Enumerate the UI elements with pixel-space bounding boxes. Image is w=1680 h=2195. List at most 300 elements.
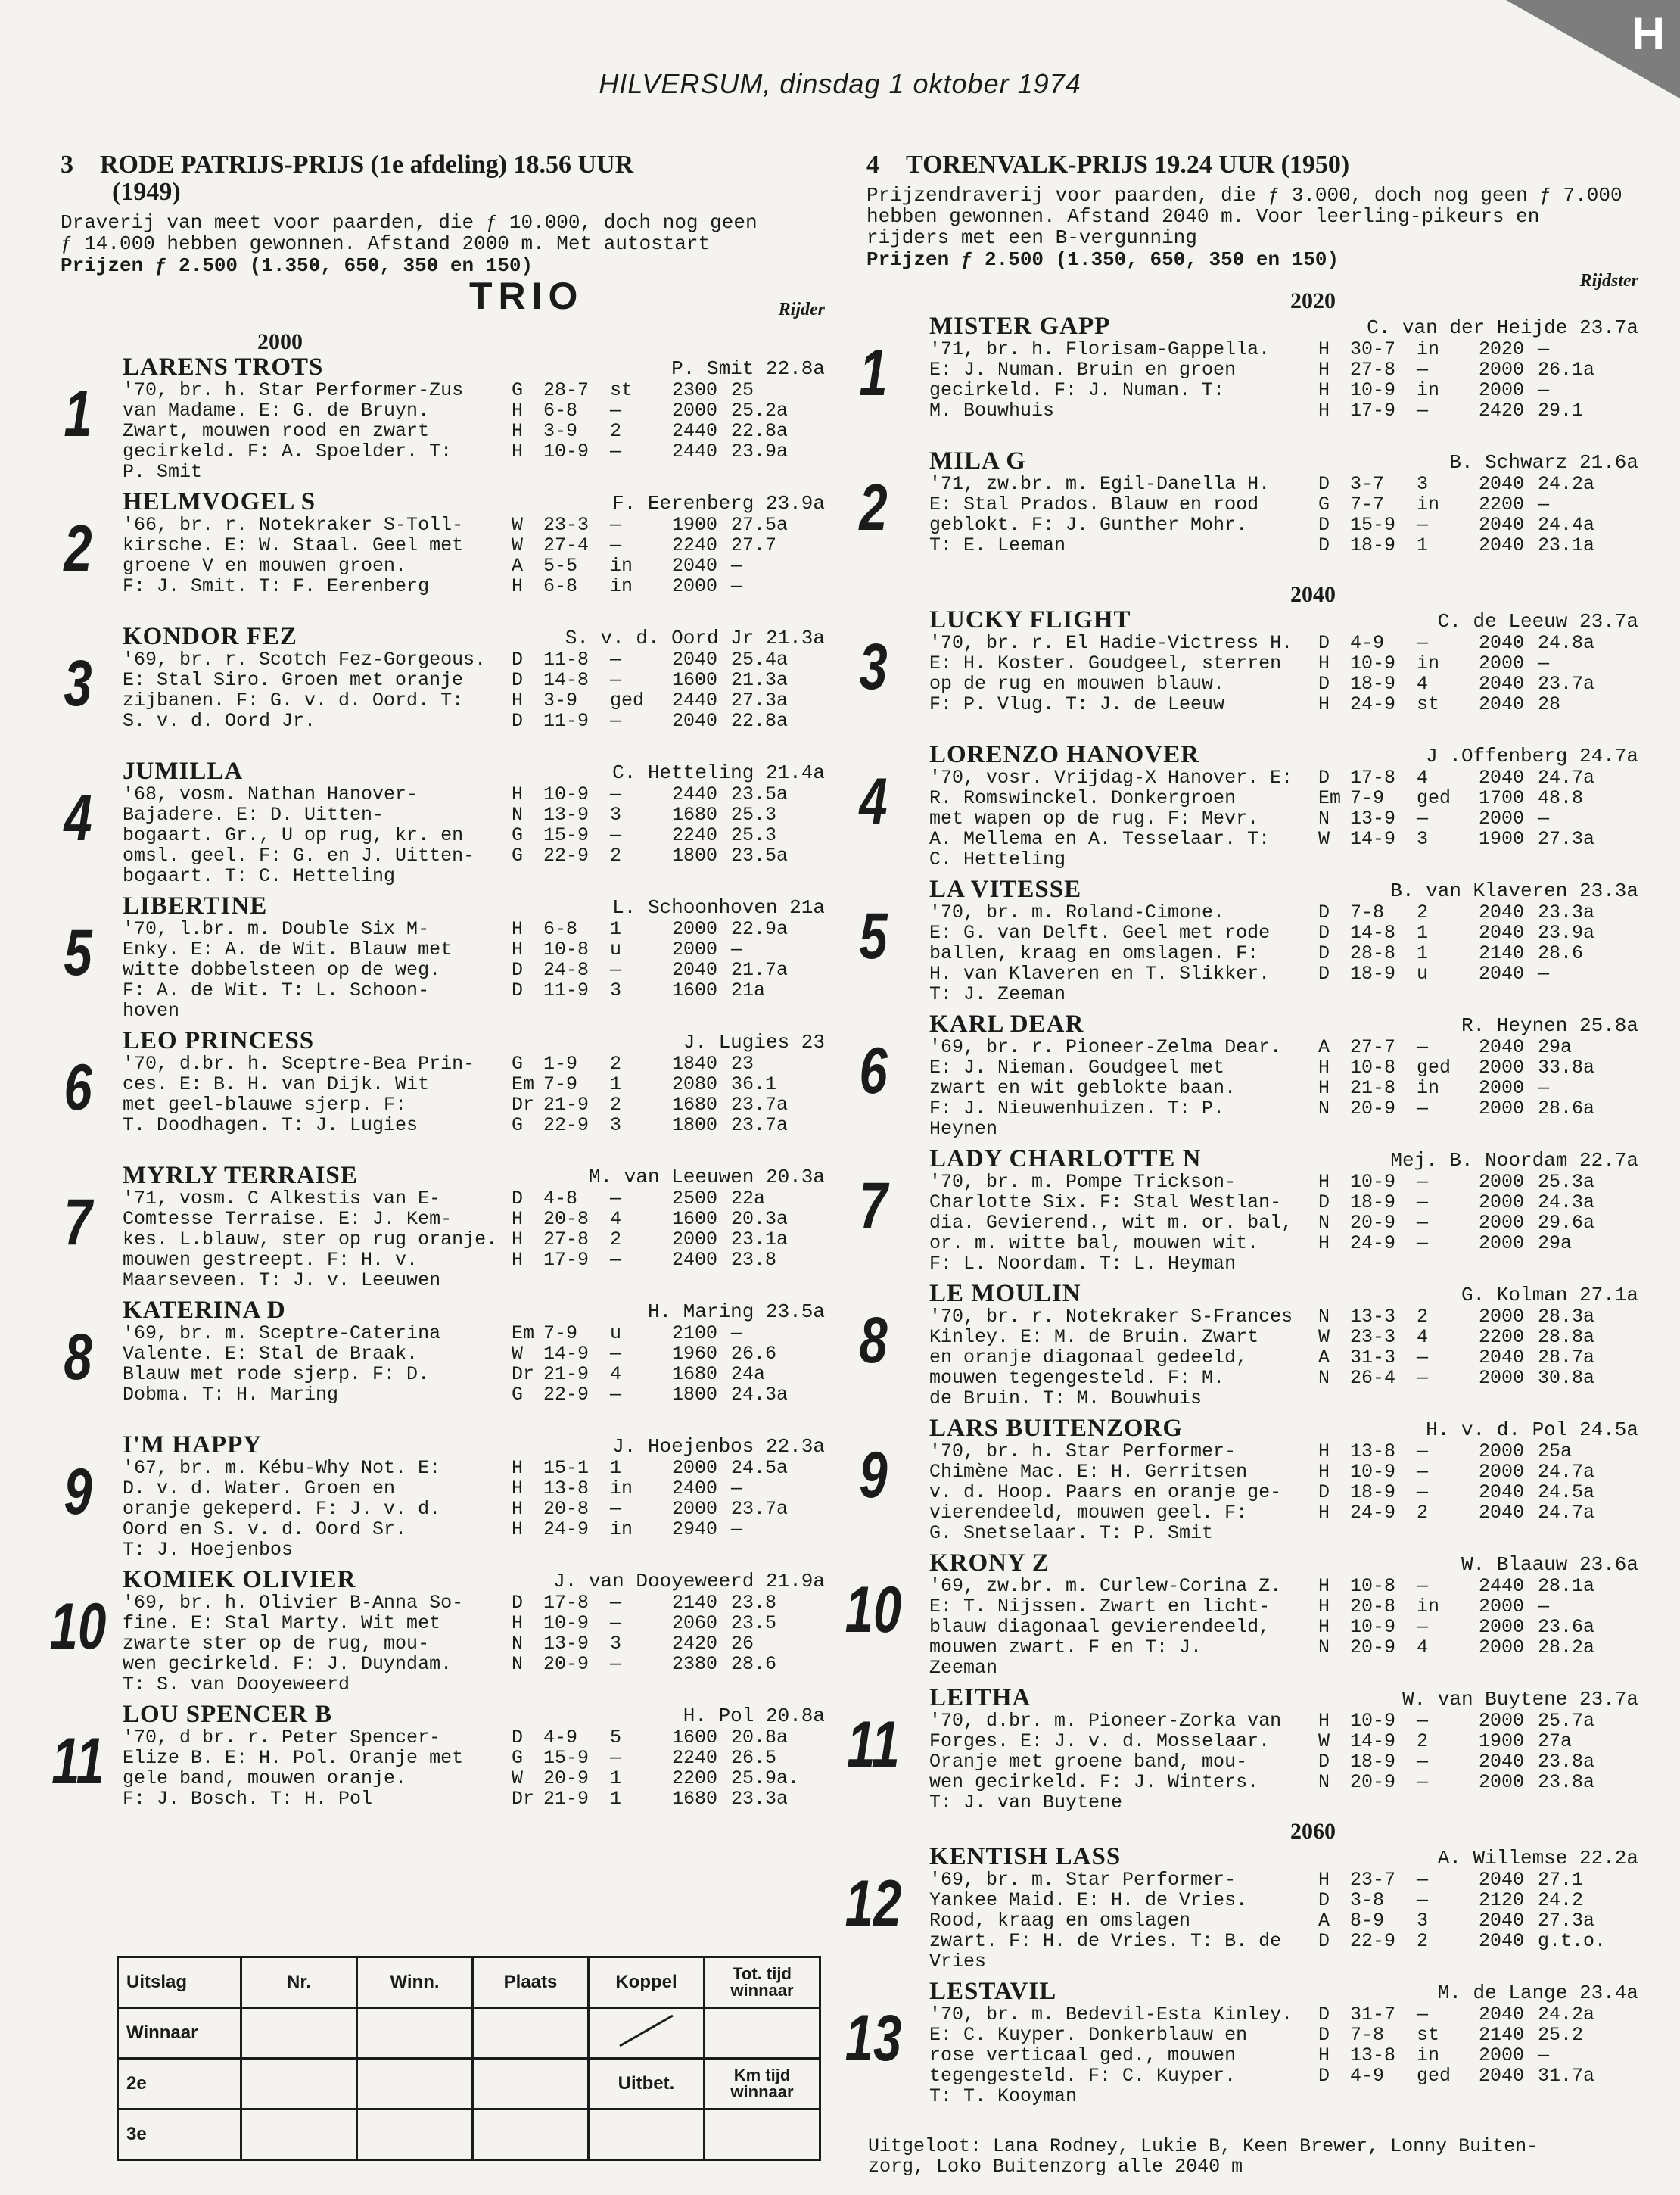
description-line: or. m. witte bal, mouwen wit. bbox=[929, 1233, 1259, 1253]
start-number: 13 bbox=[845, 2002, 902, 2075]
run-cell: 24-9 bbox=[1350, 693, 1396, 715]
run-cell: 20.8a bbox=[731, 1726, 789, 1748]
run-row bbox=[1318, 653, 1638, 674]
run-cell: 31-7 bbox=[1350, 2004, 1396, 2025]
driver-record: Mej. B. Noordam 22.7a bbox=[1390, 1149, 1638, 1172]
run-cell: 27a bbox=[1538, 1730, 1573, 1752]
description-line: gele band, mouwen oranje. bbox=[123, 1768, 407, 1789]
run-row bbox=[1318, 494, 1638, 515]
run-cell: 27.7 bbox=[731, 534, 777, 556]
run-cell: in bbox=[1417, 379, 1440, 401]
horse-entry bbox=[859, 741, 1638, 876]
run-cell: 2040 bbox=[672, 555, 718, 577]
run-cell: 33.8a bbox=[1538, 1057, 1595, 1079]
run-cell: 15-9 bbox=[543, 1747, 590, 1769]
run-cell: 2000 bbox=[672, 1228, 718, 1250]
description-line: T: E. Leeman bbox=[929, 535, 1066, 556]
description-line: met geel-blauwe sjerp. F: bbox=[123, 1094, 407, 1115]
run-row bbox=[1318, 2066, 1638, 2086]
run-cell: 1600 bbox=[672, 1726, 718, 1748]
horse-name: LARS BUITENZORG bbox=[929, 1415, 1183, 1442]
run-cell: — bbox=[1417, 808, 1429, 830]
run-cell: — bbox=[610, 441, 622, 462]
diagonal-strike-icon bbox=[608, 2012, 684, 2050]
run-cell: G bbox=[512, 379, 524, 401]
description-line: E: Stal Siro. Groen met oranje bbox=[123, 670, 464, 690]
run-cell: 20-9 bbox=[1350, 1098, 1396, 1119]
description-line: ballen, kraag en omslagen. F: bbox=[929, 943, 1259, 964]
results-cell[interactable] bbox=[705, 2109, 820, 2160]
results-cell[interactable] bbox=[357, 2008, 473, 2059]
description-line: oranje gekeperd. F: J. v. d. bbox=[123, 1499, 441, 1519]
description-line: witte dobbelsteen op de weg. bbox=[123, 960, 441, 980]
run-cell: A bbox=[1318, 1347, 1330, 1368]
horse-entry bbox=[61, 1297, 825, 1432]
trio-label: TRIO bbox=[469, 275, 584, 317]
run-cell: 5 bbox=[610, 1726, 622, 1748]
results-header-cell: Plaats bbox=[473, 1957, 589, 2008]
run-cell: 25.2 bbox=[1538, 2024, 1584, 2046]
run-cell: 21.7a bbox=[731, 959, 789, 981]
horse-entry bbox=[859, 1280, 1638, 1415]
run-cell: D bbox=[512, 979, 524, 1001]
recent-runs bbox=[1318, 902, 1638, 1004]
driver-record: J .Offenberg 24.7a bbox=[1426, 745, 1638, 767]
run-cell: 2000 bbox=[1479, 359, 1525, 381]
driver-record: H. v. d. Pol 24.5a bbox=[1426, 1418, 1638, 1441]
run-cell: 14-9 bbox=[1350, 828, 1396, 850]
description-line: T: J. Zeeman bbox=[929, 984, 1066, 1004]
run-row bbox=[1318, 1462, 1638, 1482]
recent-runs bbox=[1318, 1037, 1638, 1139]
run-cell: D bbox=[1318, 2024, 1330, 2046]
description-line: Vries bbox=[929, 1951, 987, 1972]
description-line: van Madame. E: G. de Bruyn. bbox=[123, 400, 430, 421]
run-cell: 13-8 bbox=[543, 1477, 590, 1499]
description-line: '70, d.br. m. Pioneer-Zorka van bbox=[929, 1711, 1282, 1731]
rider-label: Rijder bbox=[778, 300, 825, 319]
run-cell: 2420 bbox=[1479, 400, 1525, 422]
run-cell: 26.6 bbox=[731, 1343, 777, 1365]
run-cell: in bbox=[610, 1518, 633, 1540]
run-cell: H bbox=[512, 918, 524, 940]
run-cell: 29.6a bbox=[1538, 1212, 1595, 1234]
run-cell: 23.5a bbox=[731, 783, 789, 805]
horse-entry bbox=[845, 1843, 1638, 1979]
run-cell: — bbox=[1417, 632, 1429, 654]
run-cell: A bbox=[512, 555, 524, 577]
description-line: T: J. van Buytene bbox=[929, 1792, 1123, 1813]
run-cell: G bbox=[512, 845, 524, 867]
run-cell: 23.8a bbox=[1538, 1771, 1595, 1793]
run-cell: 20-8 bbox=[543, 1498, 590, 1520]
results-cell[interactable] bbox=[473, 2008, 589, 2059]
run-cell: D bbox=[1318, 2004, 1330, 2025]
run-cell: 27.5a bbox=[731, 514, 789, 536]
driver-record: H. Pol 20.8a bbox=[683, 1705, 825, 1727]
run-cell: — bbox=[610, 1384, 622, 1406]
run-cell: G bbox=[512, 1053, 524, 1075]
run-cell: 6-8 bbox=[543, 575, 578, 597]
results-header-cell: Nr. bbox=[241, 1957, 357, 2008]
run-cell: 2000 bbox=[1479, 2044, 1525, 2066]
run-cell: 3-9 bbox=[543, 420, 578, 442]
run-cell: 2000 bbox=[672, 939, 718, 961]
run-cell: 1900 bbox=[1479, 1730, 1525, 1752]
run-cell: — bbox=[610, 1498, 622, 1520]
run-cell: 24-9 bbox=[543, 1518, 590, 1540]
description-line: vierendeeld, mouwen geel. F: bbox=[929, 1502, 1248, 1523]
run-cell: — bbox=[610, 824, 622, 846]
run-cell: 22-9 bbox=[543, 845, 590, 867]
run-cell: 1800 bbox=[672, 1384, 718, 1406]
horse-description bbox=[929, 633, 1308, 715]
run-cell: H bbox=[512, 1228, 524, 1250]
run-cell: 2040 bbox=[1479, 1481, 1525, 1503]
results-cell[interactable] bbox=[241, 2008, 357, 2059]
description-line: Enky. E: A. de Wit. Blauw met bbox=[123, 939, 453, 960]
race-4-entries bbox=[845, 288, 1638, 2113]
run-cell: 2000 bbox=[1479, 1077, 1525, 1099]
results-uitbet-label: Uitbet. bbox=[589, 2059, 705, 2109]
run-row bbox=[1318, 1233, 1638, 1253]
run-cell: 2040 bbox=[1479, 473, 1525, 495]
horse-description bbox=[929, 767, 1308, 870]
run-cell: 7-8 bbox=[1350, 901, 1385, 923]
run-row bbox=[512, 1229, 825, 1250]
start-number: 3 bbox=[64, 647, 92, 720]
description-line: '66, br. r. Notekraker S-Toll- bbox=[123, 515, 464, 535]
horse-description bbox=[929, 1441, 1308, 1543]
run-cell: 7-9 bbox=[543, 1322, 578, 1344]
run-cell: W bbox=[512, 534, 524, 556]
run-cell: 22-9 bbox=[1350, 1930, 1396, 1952]
recent-runs bbox=[512, 515, 825, 596]
description-line: fine. E: Stal Marty. Wit met bbox=[123, 1613, 441, 1633]
run-cell: 13-3 bbox=[1350, 1306, 1396, 1328]
recent-runs bbox=[1318, 1870, 1638, 1972]
run-cell: — bbox=[610, 1249, 622, 1271]
description-line: gecirkeld. F: A. Spoelder. T: bbox=[123, 441, 453, 462]
run-cell: 23.5 bbox=[731, 1612, 777, 1634]
run-cell: 10-8 bbox=[1350, 1057, 1396, 1079]
description-line: zwart en wit geblokte baan. bbox=[929, 1078, 1237, 1098]
horse-entry bbox=[61, 354, 825, 489]
horse-name: LUCKY FLIGHT bbox=[929, 606, 1131, 634]
start-number: 6 bbox=[859, 1035, 888, 1107]
run-cell: 23.8a bbox=[1538, 1751, 1595, 1773]
run-cell: 1800 bbox=[672, 845, 718, 867]
results-cell[interactable] bbox=[241, 2109, 357, 2160]
description-line: G. Snetselaar. T: P. Smit bbox=[929, 1523, 1214, 1543]
horse-description bbox=[929, 474, 1308, 556]
run-cell: 11-9 bbox=[543, 710, 590, 732]
run-cell: — bbox=[731, 1518, 743, 1540]
description-line: A. Mellema en A. Tesselaar. T: bbox=[929, 829, 1271, 849]
description-line: mouwen zwart. F en T: J. bbox=[929, 1637, 1202, 1658]
run-row bbox=[1318, 2025, 1638, 2045]
horse-name: KOMIEK OLIVIER bbox=[123, 1566, 356, 1593]
run-cell: H bbox=[512, 441, 524, 462]
run-cell: 7-8 bbox=[1350, 2024, 1385, 2046]
run-cell: 1600 bbox=[672, 669, 718, 691]
results-cell[interactable] bbox=[241, 2059, 357, 2109]
run-cell: H bbox=[512, 1518, 524, 1540]
driver-record: J. Hoejenbos 22.3a bbox=[612, 1435, 825, 1458]
run-cell: 13-9 bbox=[1350, 808, 1396, 830]
run-cell: 2000 bbox=[1479, 1057, 1525, 1079]
run-cell: — bbox=[1417, 400, 1429, 422]
run-cell: Em bbox=[512, 1322, 535, 1344]
run-cell: 2040 bbox=[1479, 1502, 1525, 1524]
run-cell: 31-3 bbox=[1350, 1347, 1396, 1368]
run-cell: 27-8 bbox=[1350, 359, 1396, 381]
run-cell: 6-8 bbox=[543, 400, 578, 422]
run-row bbox=[1318, 674, 1638, 694]
results-cell[interactable] bbox=[473, 2109, 589, 2160]
description-line: Elize B. E: H. Pol. Oranje met bbox=[123, 1748, 464, 1768]
run-cell: 2200 bbox=[1479, 1326, 1525, 1348]
run-cell: 24.2a bbox=[1538, 473, 1595, 495]
run-cell: 21a bbox=[731, 979, 766, 1001]
run-cell: — bbox=[1417, 1461, 1429, 1483]
run-cell: 4-9 bbox=[543, 1726, 578, 1748]
run-row bbox=[1318, 2045, 1638, 2066]
horse-entry bbox=[845, 1549, 1638, 1685]
run-cell: 3-8 bbox=[1350, 1889, 1385, 1911]
run-cell: H bbox=[512, 1208, 524, 1230]
run-cell: 2040 bbox=[1479, 1910, 1525, 1932]
run-cell: 23-7 bbox=[1350, 1869, 1396, 1891]
description-line: rose verticaal ged., mouwen bbox=[929, 2045, 1237, 2066]
run-cell: 14-9 bbox=[1350, 1730, 1396, 1752]
run-cell: — bbox=[1417, 1171, 1429, 1193]
run-cell: — bbox=[1417, 1889, 1429, 1911]
run-cell: 28.6 bbox=[1538, 942, 1584, 964]
results-cell[interactable] bbox=[473, 2059, 589, 2109]
run-row bbox=[512, 1633, 825, 1654]
run-cell: 17-9 bbox=[1350, 400, 1396, 422]
run-cell: 6-8 bbox=[543, 918, 578, 940]
run-cell: 25.9a. bbox=[731, 1767, 800, 1789]
run-row bbox=[1318, 923, 1638, 943]
run-cell: 2300 bbox=[672, 379, 718, 401]
driver-record: M. de Lange 23.4a bbox=[1437, 1982, 1638, 2004]
run-cell: ged bbox=[1417, 787, 1451, 809]
horse-description bbox=[929, 1172, 1308, 1274]
description-line: kes. L.blauw, ster op rug oranje. bbox=[123, 1229, 498, 1250]
description-line: '69, br. r. Pioneer-Zelma Dear. bbox=[929, 1037, 1282, 1057]
run-cell: 1 bbox=[610, 918, 622, 940]
run-row bbox=[1318, 339, 1638, 360]
horse-entry bbox=[61, 1028, 825, 1163]
recent-runs bbox=[1318, 474, 1638, 556]
results-cell[interactable] bbox=[705, 2008, 820, 2059]
horse-entry bbox=[51, 1701, 825, 1836]
run-cell: 2040 bbox=[1479, 1869, 1525, 1891]
results-cell[interactable] bbox=[357, 2059, 473, 2109]
driver-record: H. Maring 23.5a bbox=[647, 1300, 825, 1323]
description-line: E: H. Koster. Goudgeel, sterren bbox=[929, 653, 1282, 674]
run-cell: 2200 bbox=[672, 1767, 718, 1789]
results-header-cell: Uitslag bbox=[118, 1957, 241, 2008]
run-cell: 24.5a bbox=[731, 1457, 789, 1479]
description-line: Oord en S. v. d. Oord Sr. bbox=[123, 1519, 407, 1540]
start-number: 12 bbox=[845, 1867, 902, 1940]
run-cell: D bbox=[1318, 1751, 1330, 1773]
run-cell: 2240 bbox=[672, 824, 718, 846]
run-cell: — bbox=[1417, 1036, 1429, 1058]
run-cell: — bbox=[731, 575, 743, 597]
run-cell: — bbox=[1538, 338, 1550, 360]
driver-record: M. van Leeuwen 20.3a bbox=[588, 1166, 825, 1188]
run-cell: 11-9 bbox=[543, 979, 590, 1001]
description-line: '70, br. m. Roland-Cimone. bbox=[929, 902, 1225, 923]
results-cell[interactable] bbox=[589, 2109, 705, 2160]
horse-name: LARENS TROTS bbox=[123, 353, 324, 381]
run-cell: H bbox=[512, 690, 524, 711]
start-number: 7 bbox=[64, 1186, 92, 1259]
run-cell: 31.7a bbox=[1538, 2065, 1595, 2087]
run-cell: 2400 bbox=[672, 1477, 718, 1499]
run-cell: 24.2 bbox=[1538, 1889, 1584, 1911]
description-line: '71, br. h. Florisam-Gappella. bbox=[929, 339, 1271, 360]
run-cell: 1 bbox=[610, 1073, 622, 1095]
run-row bbox=[1318, 1347, 1638, 1368]
run-row bbox=[512, 784, 825, 805]
results-row-label: Winnaar bbox=[118, 2008, 241, 2059]
run-cell: H bbox=[512, 1612, 524, 1634]
run-cell: 14-9 bbox=[543, 1343, 590, 1365]
run-cell: 25.3 bbox=[731, 804, 777, 826]
run-cell: — bbox=[610, 669, 622, 691]
description-line: '70, br. r. Notekraker S-Frances bbox=[929, 1306, 1293, 1327]
horse-name: LEITHA bbox=[929, 1684, 1031, 1711]
horse-name: KRONY Z bbox=[929, 1549, 1050, 1577]
run-cell: H bbox=[1318, 359, 1330, 381]
description-line: kirsche. E: W. Staal. Geel met bbox=[123, 535, 464, 556]
recent-runs bbox=[1318, 633, 1638, 715]
results-header-cell: Winn. bbox=[357, 1957, 473, 2008]
results-cell-struck bbox=[589, 2008, 705, 2059]
run-cell: — bbox=[1417, 1098, 1429, 1119]
driver-record: J. van Dooyeweerd 21.9a bbox=[553, 1570, 825, 1593]
uitgeloot-note: Uitgeloot: Lana Rodney, Lukie B, Keen Brewer, Lonny Buiten- zorg, Loko Buitenzorg alle 2040 m bbox=[868, 2135, 1538, 2178]
run-cell: 4 bbox=[1417, 767, 1429, 789]
run-cell: 7-9 bbox=[543, 1073, 578, 1095]
run-cell: — bbox=[610, 959, 622, 981]
run-cell: 10-9 bbox=[543, 783, 590, 805]
run-cell: 1600 bbox=[672, 1208, 718, 1230]
run-cell: — bbox=[1538, 1596, 1550, 1617]
description-line: P. Smit bbox=[123, 462, 203, 482]
run-cell: 2380 bbox=[672, 1653, 718, 1675]
run-cell: 3 bbox=[1417, 1910, 1429, 1932]
run-cell: 1960 bbox=[672, 1343, 718, 1365]
run-cell: 24-8 bbox=[543, 959, 590, 981]
run-cell: 13-9 bbox=[543, 1633, 590, 1655]
run-cell: ged bbox=[1417, 2065, 1451, 2087]
run-cell: 2940 bbox=[672, 1518, 718, 1540]
corner-letter: H bbox=[1632, 8, 1665, 59]
driver-record: C. Hetteling 21.4a bbox=[612, 761, 825, 784]
run-cell: 23.7a bbox=[1538, 673, 1595, 695]
description-line: Valente. E: Stal de Braak. bbox=[123, 1343, 418, 1364]
run-cell: 23.7a bbox=[731, 1498, 789, 1520]
run-cell: — bbox=[1417, 1771, 1429, 1793]
start-number: 4 bbox=[64, 782, 92, 855]
run-cell: 20-9 bbox=[543, 1653, 590, 1675]
run-cell: 30.8a bbox=[1538, 1367, 1595, 1389]
run-row bbox=[1318, 1037, 1638, 1057]
run-cell: in bbox=[610, 1477, 633, 1499]
run-cell: 22.8a bbox=[731, 710, 789, 732]
run-cell: 2040 bbox=[1479, 1751, 1525, 1773]
description-line: '70, br. h. Star Performer- bbox=[929, 1441, 1237, 1462]
run-row bbox=[512, 1250, 825, 1270]
run-cell: 2 bbox=[1417, 1502, 1429, 1524]
run-cell: D bbox=[1318, 942, 1330, 964]
run-cell: — bbox=[610, 710, 622, 732]
description-line: hoven bbox=[123, 1001, 180, 1021]
run-cell: — bbox=[1417, 1481, 1429, 1503]
run-row bbox=[512, 1519, 825, 1540]
run-cell: H bbox=[512, 783, 524, 805]
run-row bbox=[1318, 2004, 1638, 2025]
run-cell: 25.7a bbox=[1538, 1710, 1595, 1732]
run-row bbox=[512, 576, 825, 596]
results-cell[interactable] bbox=[357, 2109, 473, 2160]
description-line: Dobma. T: H. Maring bbox=[123, 1384, 339, 1405]
run-row bbox=[1318, 1368, 1638, 1388]
run-cell: H bbox=[1318, 693, 1330, 715]
start-number: 9 bbox=[64, 1456, 92, 1528]
description-line: Forges. E: J. v. d. Mosselaar. bbox=[929, 1731, 1271, 1751]
horse-entry bbox=[61, 1163, 825, 1297]
driver-record: F. Eerenberg 23.9a bbox=[612, 492, 825, 515]
recent-runs bbox=[512, 649, 825, 731]
recent-runs bbox=[1318, 1711, 1638, 1813]
run-row bbox=[512, 1654, 825, 1674]
run-cell: 3 bbox=[610, 1114, 622, 1136]
run-cell: D bbox=[1318, 767, 1330, 789]
horse-description bbox=[123, 1323, 501, 1405]
horse-description bbox=[929, 2004, 1308, 2106]
run-cell: D bbox=[1318, 963, 1330, 985]
run-cell: 4-9 bbox=[1350, 2065, 1385, 2087]
driver-record: A. Willemse 22.2a bbox=[1437, 1847, 1638, 1870]
description-line: de Bruin. T: M. Bouwhuis bbox=[929, 1388, 1202, 1409]
description-line: op de rug en mouwen blauw. bbox=[929, 674, 1225, 694]
run-cell: 10-8 bbox=[543, 939, 590, 961]
description-line: '69, br. r. Scotch Fez-Gorgeous. bbox=[123, 649, 487, 670]
run-row bbox=[512, 1115, 825, 1135]
run-cell: 2140 bbox=[1479, 942, 1525, 964]
run-cell: A bbox=[1318, 1910, 1330, 1932]
run-cell: 1680 bbox=[672, 1788, 718, 1810]
run-cell: N bbox=[512, 1653, 524, 1675]
run-cell: — bbox=[731, 1477, 743, 1499]
run-cell: 28 bbox=[1538, 693, 1561, 715]
description-line: E: Stal Prados. Blauw en rood bbox=[929, 494, 1259, 515]
run-cell: H bbox=[512, 420, 524, 442]
description-line: Heynen bbox=[929, 1119, 998, 1139]
run-cell: N bbox=[1318, 1098, 1330, 1119]
horse-entry bbox=[49, 1566, 825, 1702]
run-cell: H bbox=[1318, 1232, 1330, 1254]
run-cell: N bbox=[1318, 808, 1330, 830]
description-line: '71, vosm. C Alkestis van E- bbox=[123, 1188, 441, 1209]
